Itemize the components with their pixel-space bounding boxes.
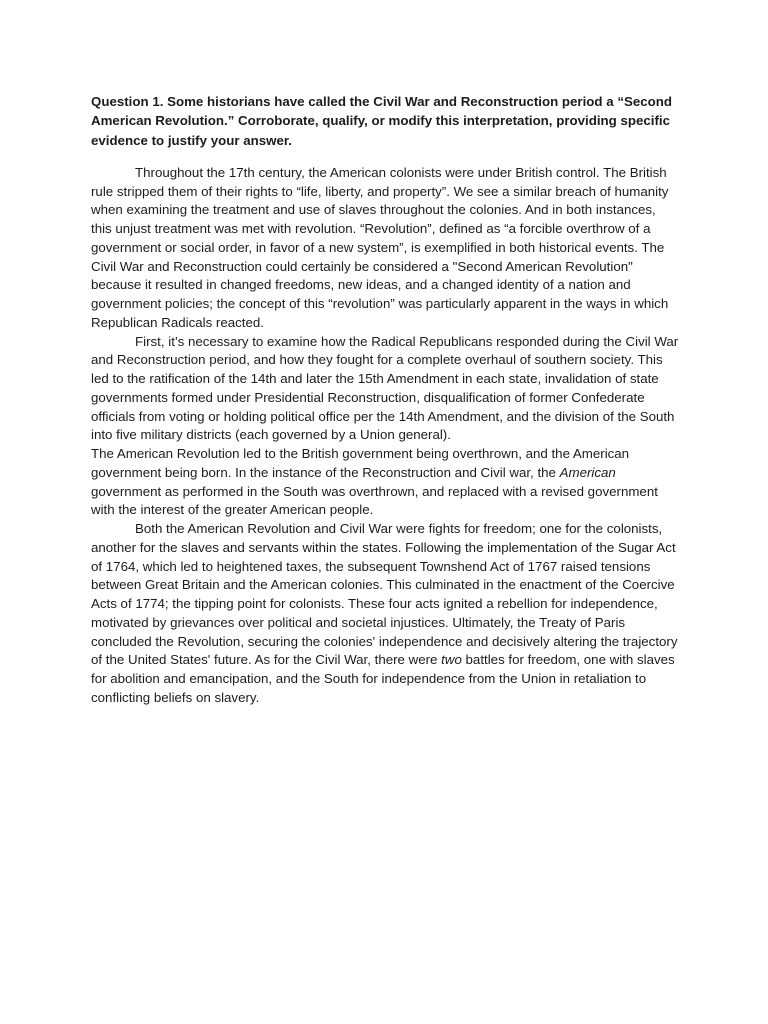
paragraph-fights-for-freedom xyxy=(91,520,679,708)
paragraph-text: Throughout the 17th century, the American colonists were under British control. The British rule stripped them of their rights to “life, liberty, and property”. We see a similar breach of humanity when examining the treatment and use of slaves throughout the colonies. And in both instances, this unjust treatment was met with revolution. “Revolution”, defined as “a forcible overthrow of a government or social order, in favor of a new system”, is exemplified in both historical events. The Civil War and Reconstruction could certainly be considered a "Second American Revolution" because it resulted in changed freedoms, new ideas, and a changed identity of a nation and government policies; the concept of this “revolution” was particularly apparent in the ways in which Republican Radicals reacted. xyxy=(91,164,669,330)
paragraph-text: battles for freedom, one with slaves for abolition and emancipation, and the South for independence from the Union in retaliation to conflicting beliefs on slavery. xyxy=(91,652,675,705)
paragraph-text: Both the American Revolution and Civil War were fights for freedom; one for the colonists, another for the slaves and servants within the states. Following the implementation of the Sugar Act of 1764, which led to heightened taxes, the subsequent Townshend Act of 1767 raised tensions between Great Britain and the American colonies. This culminated in the enactment of the Coercive Acts of 1774; the tipping point for colonists. These four acts ignited a rebellion for independence, motivated by grievances over political and societal injustices. Ultimately, the Treaty of Paris concluded the Revolution, securing the colonies' independence and decisively altering the trajectory of the United States' future. As for the Civil War, there were xyxy=(91,521,678,668)
question-heading: Question 1. Some historians have called the Civil War and Reconstruction period a “Second American Revolution.” Corroborate, qualify, or modify this interpretation, providing specific evidence to justify your answer. xyxy=(91,94,673,148)
paragraph-text: The American Revolution led to the British government being overthrown, and the American government being born. In the instance of the Reconstruction and Civil war, the xyxy=(91,446,630,480)
paragraph-american-revolution xyxy=(91,445,679,520)
paragraph-intro xyxy=(91,164,679,333)
italic-emphasis: two xyxy=(441,652,462,668)
italic-emphasis: American xyxy=(559,464,616,480)
paragraph-radical-republicans xyxy=(91,333,679,446)
paragraph-text: government as performed in the South was overthrown, and replaced with a revised government with the interest of the greater American people. xyxy=(91,483,658,518)
paragraph-text: First, it’s necessary to examine how the Radical Republicans responded during the Civil War and Reconstruction period, and how they fought for a complete overhaul of southern society. This led to the ratification of the 14th and later the 15th Amendment in each state, invalidation of state governments formed under Presidential Reconstruction, disqualification of former Confederate officials from voting or holding political office per the 14th Amendment, and the division of the South into five military districts (each governed by a Union general). xyxy=(91,333,679,443)
document-page xyxy=(91,92,679,708)
